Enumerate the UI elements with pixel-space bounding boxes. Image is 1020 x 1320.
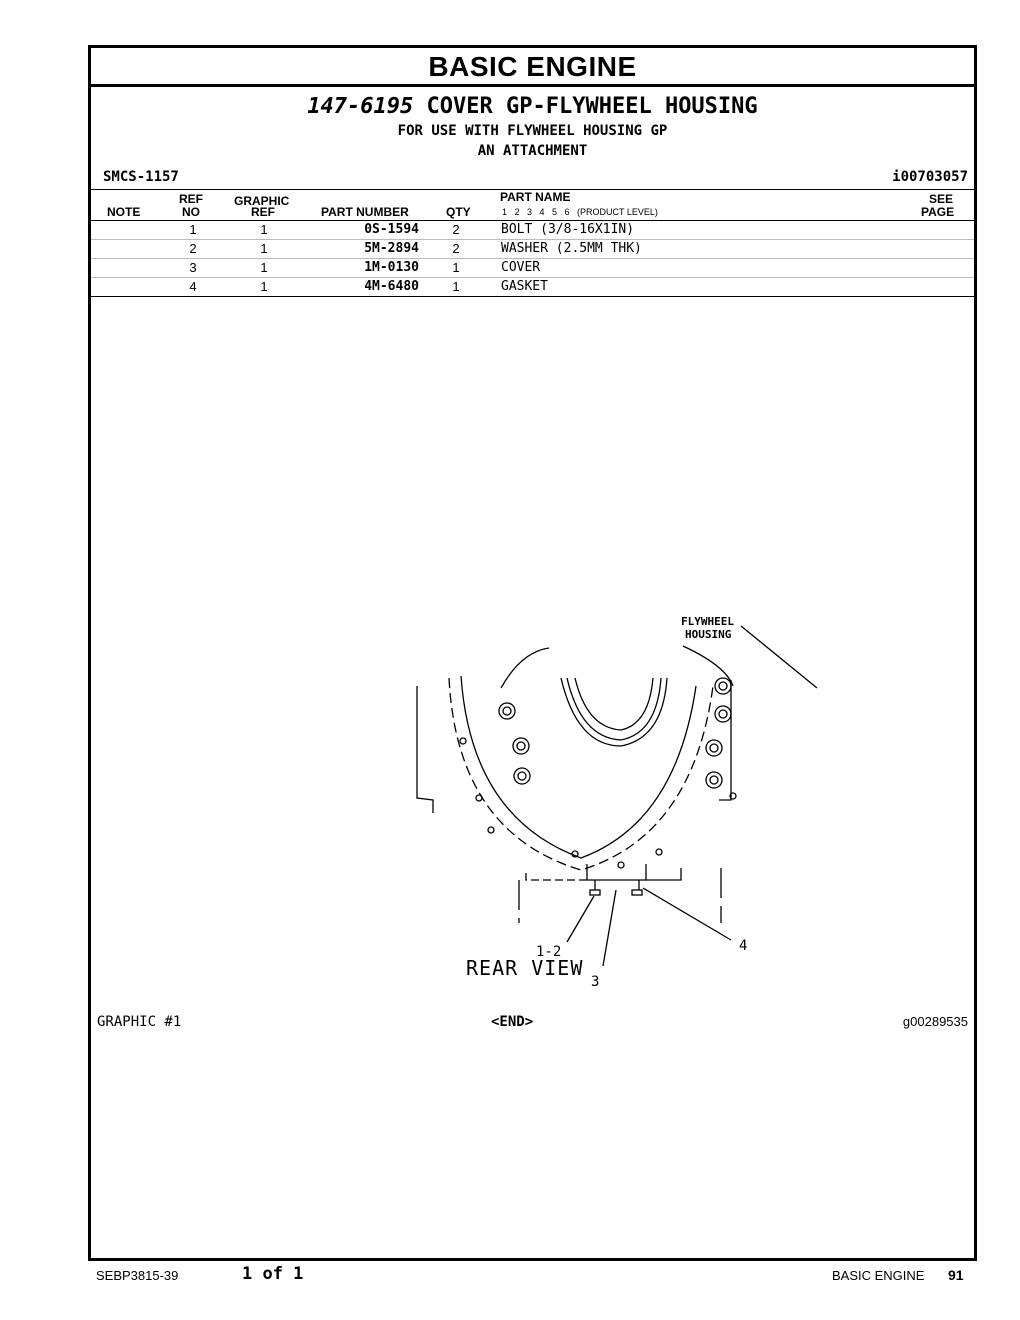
part-title: COVER GP-FLYWHEEL HOUSING [426, 94, 758, 119]
ref-no: 1 [189, 222, 197, 237]
header-graphic-bottom: REF [251, 205, 275, 219]
header-part-name: PART NAME [500, 190, 571, 204]
parts-table-body [91, 221, 974, 297]
info-id: i00703057 [892, 169, 968, 185]
header-note: NOTE [107, 205, 141, 219]
pagination: 1 of 1 [242, 1264, 304, 1284]
table-row [91, 240, 974, 259]
table-row [91, 221, 974, 240]
graphic-footer [91, 1014, 974, 1034]
view-label: REAR VIEW [466, 956, 584, 980]
leader-housing [741, 626, 817, 688]
part-name: COVER [501, 260, 541, 275]
graphic-ref: 1 [260, 279, 268, 294]
ref-no: 4 [189, 279, 197, 294]
part-number-heading: 147-6195 [307, 94, 414, 119]
bolt-head [632, 890, 642, 895]
leader-1-2 [567, 896, 594, 942]
doc-id: SEBP3815-39 [96, 1268, 179, 1283]
use-line-1: FOR USE WITH FLYWHEEL HOUSING GP [397, 123, 668, 139]
left-bolts [460, 703, 530, 801]
graphic-label: GRAPHIC #1 [97, 1014, 182, 1030]
graphic-ref: 1 [260, 222, 268, 237]
housing-right-edge [719, 680, 731, 800]
header-part-number: PART NUMBER [321, 205, 409, 219]
housing-flange [683, 646, 733, 686]
callout-1-2: 1-2 [536, 944, 562, 960]
footer-section: BASIC ENGINE [832, 1268, 925, 1283]
page-frame [88, 45, 977, 1261]
header-see-top: SEE [929, 192, 954, 206]
callout-3: 3 [591, 974, 600, 990]
leader-3 [603, 890, 616, 966]
label-housing-2: HOUSING [685, 628, 732, 641]
page-footer [0, 1264, 1020, 1288]
end-marker: <END> [491, 1014, 534, 1030]
part-number-link[interactable]: 1M-0130 [364, 260, 419, 275]
callout-4: 4 [739, 938, 748, 954]
part-number-link[interactable]: 0S-1594 [364, 222, 419, 237]
part-heading [91, 93, 974, 121]
use-line-2: AN ATTACHMENT [477, 143, 588, 159]
ref-no: 3 [189, 260, 197, 275]
graphic-ref: 1 [260, 260, 268, 275]
header-qty: QTY [446, 205, 471, 219]
housing-left-edge [417, 686, 433, 813]
flange-holes [488, 827, 662, 868]
part-name: GASKET [501, 279, 548, 294]
graphic-ref: 1 [260, 241, 268, 256]
section-title: BASIC ENGINE [91, 48, 974, 87]
bottom-cover [587, 864, 646, 880]
qty: 2 [452, 241, 460, 256]
housing-bowl [461, 676, 696, 858]
graphic-id: g00289535 [902, 1014, 968, 1029]
smcs-code: SMCS-1157 [103, 169, 179, 185]
flywheel-housing-drawing [321, 568, 748, 990]
ref-no: 2 [189, 241, 197, 256]
header-graphic-top: GRAPHIC [234, 194, 290, 208]
page-number: 91 [948, 1267, 964, 1283]
header-ref-bottom: NO [182, 205, 200, 219]
leader-4 [643, 888, 731, 940]
smcs-row [91, 167, 974, 189]
part-name: WASHER (2.5MM THK) [501, 241, 642, 256]
header-product-level: 1 2 3 4 5 6 (PRODUCT LEVEL) [502, 207, 658, 217]
table-row [91, 259, 974, 278]
part-name: BOLT (3/8-16X1IN) [501, 222, 635, 237]
qty: 1 [452, 279, 460, 294]
bolt-head [590, 890, 600, 895]
housing-bowl-dashed [449, 678, 713, 870]
label-housing-1: FLYWHEEL [681, 615, 734, 628]
header-ref-top: REF [179, 192, 203, 206]
header-see-bottom: PAGE [921, 205, 955, 219]
table-row [91, 278, 974, 297]
part-number-link[interactable]: 4M-6480 [364, 279, 419, 294]
part-number-link[interactable]: 5M-2894 [364, 241, 419, 256]
qty: 2 [452, 222, 460, 237]
qty: 1 [452, 260, 460, 275]
table-header [91, 189, 974, 221]
